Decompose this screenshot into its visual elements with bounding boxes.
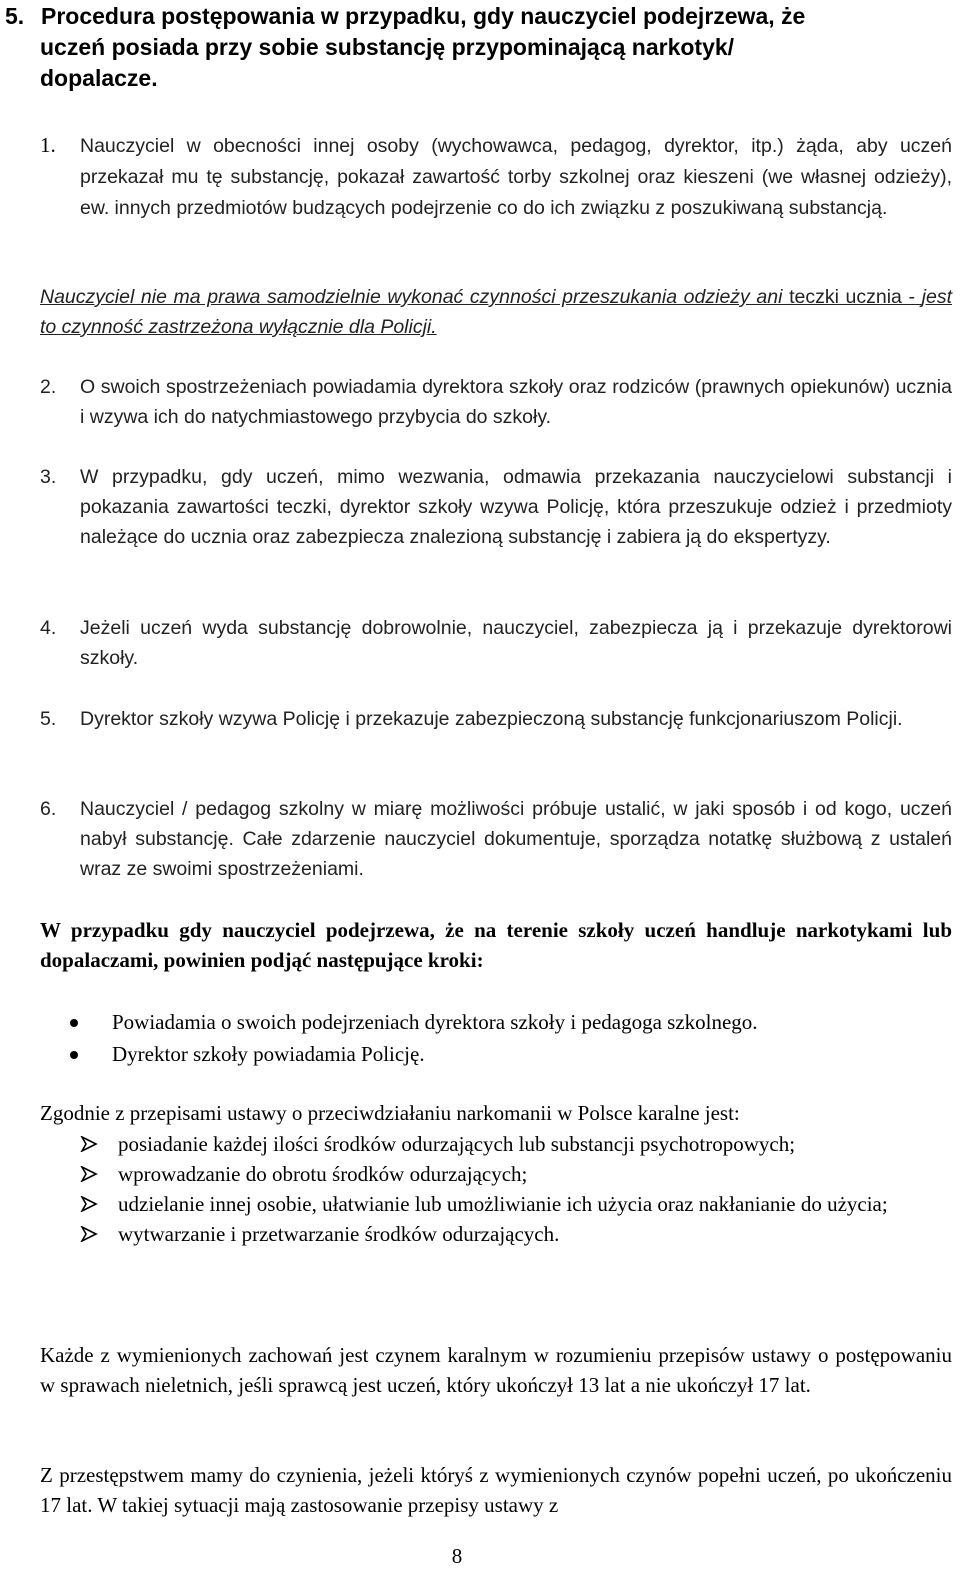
law-intro: Zgodnie z przepisami ustawy o przeciwdziałaniu narkomanii w Polsce karalne jest: (40, 1101, 740, 1125)
police-only-warning (40, 282, 952, 342)
warning-text-1: Nauczyciel nie ma prawa samodzielnie wykonać czynności przeszukania odzieży ani (40, 286, 783, 308)
step-number: 6. (40, 798, 57, 820)
step-text: Nauczyciel / pedagog szkolny w miarę możliwości próbuje ustalić, w jaki sposób i od kogo, uczeń nabył substancję. Całe zdarzenie nauczyciel dokumentuje, sporządza notatkę służbową z ustaleń wraz ze swoimi spostrzeżeniami. (80, 798, 952, 880)
arrow-bullet-icon (80, 1196, 98, 1212)
step-text: Jeżeli uczeń wyda substancję dobrowolnie, nauczyciel, zabezpiecza ją i przekazuje dyrektorowi szkoły. (80, 617, 952, 669)
arrow-bullet-icon (80, 1226, 98, 1242)
list-item-text: wprowadzanie do obrotu środków odurzających; (118, 1162, 528, 1186)
dealing-heading: W przypadku gdy nauczyciel podejrzewa, że na terenie szkoły uczeń handluje narkotykami lub dopalaczami, powinien podjąć następujące kroki: (40, 918, 952, 972)
list-item-text: wytwarzanie i przetwarzanie środków odurzających. (118, 1222, 560, 1246)
step-number: 5. (40, 708, 57, 730)
section-title-line-2: uczeń posiada przy sobie substancję przypominającą narkotyk/ (40, 34, 735, 60)
list-item-text: udzielanie innej osobie, ułatwianie lub umożliwianie ich użycia oraz nakłanianie do użycia; (118, 1192, 888, 1216)
step-text: Dyrektor szkoły wzywa Policję i przekazuje zabezpieczoną substancję funkcjonariuszom Policji. (80, 708, 903, 730)
list-item (40, 1007, 952, 1039)
procedure-step-4 (40, 613, 952, 673)
warning-text-3: jest to czynność zastrzeżona wyłącznie dla Policji. (40, 286, 952, 338)
list-item (40, 1129, 952, 1159)
step-number: 1. (40, 133, 56, 157)
list-item (40, 1219, 952, 1249)
procedure-step-5 (40, 704, 952, 734)
step-number: 3. (40, 466, 57, 488)
warning-text-2: teczki ucznia - (789, 286, 916, 308)
list-item (40, 1039, 952, 1071)
procedure-step-2 (40, 372, 952, 432)
bullet-icon (70, 1051, 78, 1059)
step-number: 2. (40, 376, 57, 398)
punishable-paragraph: Każde z wymienionych zachowań jest czynem karalnym w rozumieniu przepisów ustawy o postępowaniu w sprawach nieletnich, jeśli sprawcą jest uczeń, który ukończył 13 lat a nie ukończył 17 lat. (40, 1343, 952, 1397)
arrow-bullet-icon (80, 1136, 98, 1152)
step-text: O swoich spostrzeżeniach powiadamia dyrektora szkoły oraz rodziców (prawnych opiekunów) ucznia i wzywa ich do natychmiastowego przybycia do szkoły. (80, 376, 952, 428)
list-item (40, 1159, 952, 1189)
bullet-icon (70, 1019, 78, 1027)
section-title-line-1: Procedura postępowania w przypadku, gdy nauczyciel podejrzewa, że (41, 3, 806, 29)
section-title-line-3: dopalacze. (40, 65, 158, 91)
list-item-text: Powiadamia o swoich podejrzeniach dyrektora szkoły i pedagoga szkolnego. (112, 1010, 758, 1034)
procedure-step-6 (40, 794, 952, 884)
crime-paragraph: Z przestępstwem mamy do czynienia, jeżeli któryś z wymienionych czynów popełni uczeń, po ukończeniu 17 lat. W takiej sytuacji mają zastosowanie przepisy ustawy z (40, 1463, 952, 1517)
punishable-acts-list (40, 1129, 952, 1249)
step-text-part-2: innych przedmiotów budzących podejrzenie co do ich związku z poszukiwaną substancją. (114, 197, 888, 219)
arrow-bullet-icon (80, 1166, 98, 1182)
list-item-text: posiadanie każdej ilości środków odurzających lub substancji psychotropowych; (118, 1132, 796, 1156)
dealing-steps-list (40, 1007, 952, 1071)
section-number: 5. (5, 3, 25, 29)
step-text (80, 130, 952, 223)
list-item (40, 1189, 952, 1219)
procedure-step-3 (40, 462, 952, 552)
list-item-text: Dyrektor szkoły powiadamia Policję. (112, 1042, 425, 1066)
page-number: 8 (451, 1544, 463, 1568)
section-heading (5, 1, 945, 94)
step-text: W przypadku, gdy uczeń, mimo wezwania, odmawia przekazania nauczycielowi substancji i pokazania zawartości teczki, dyrektor szkoły wzywa Policję, która przeszukuje odzież i przedmioty należące do ucznia oraz zabezpiecza znalezioną substancję i zabiera ją do ekspertyzy. (80, 466, 952, 548)
step-text-part-1: Nauczyciel w obecności innej osoby (wychowawca, pedagog, dyrektor, itp.) żąda, aby uczeń przekazał mu tę substancję, pokazał zawartość torby szkolnej oraz kieszeni (we własnej odzieży), ew. (80, 135, 952, 219)
procedure-step-1 (40, 130, 952, 223)
step-number: 4. (40, 617, 57, 639)
